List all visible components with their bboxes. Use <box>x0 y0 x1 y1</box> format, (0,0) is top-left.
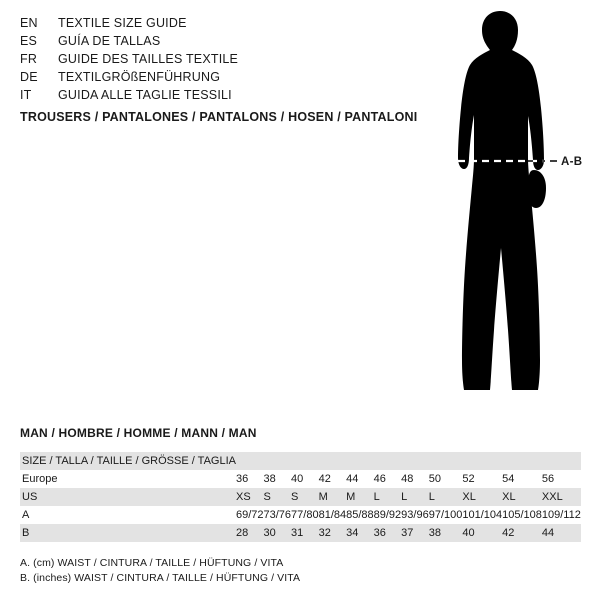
cell: M <box>318 491 328 503</box>
footnotes <box>20 556 300 586</box>
row-label: B <box>22 527 30 539</box>
cell: 42 <box>318 473 331 485</box>
cell: 69/72 <box>235 509 264 521</box>
language-row <box>20 32 380 50</box>
cell: S <box>291 491 299 503</box>
language-text: GUÍA DE TALLAS <box>58 34 161 48</box>
language-row <box>20 68 380 86</box>
cell: XS <box>235 491 251 503</box>
language-row <box>20 14 380 32</box>
table-row <box>20 470 581 488</box>
cell <box>542 452 581 470</box>
cell: 56 <box>541 473 555 485</box>
footnote-a: A. (cm) WAIST / CINTURA / TAILLE / HÜFTUNG / VITA <box>20 557 284 569</box>
cell: 36 <box>373 527 386 539</box>
cell: 101/104 <box>462 509 503 521</box>
trousers-figure <box>400 8 600 408</box>
row-label: Europe <box>22 473 58 485</box>
cell: 38 <box>263 473 276 485</box>
cell: 31 <box>291 527 304 539</box>
table-row <box>20 524 581 542</box>
cell: 54 <box>502 473 515 485</box>
cell <box>319 452 347 470</box>
cell: 93/96 <box>401 509 429 521</box>
row-label: US <box>22 491 38 503</box>
cell: 37 <box>401 527 414 539</box>
language-code: DE <box>20 70 38 84</box>
cell: 42 <box>502 527 515 539</box>
cell: 48 <box>401 473 414 485</box>
size-table <box>20 452 581 542</box>
cell <box>291 452 319 470</box>
language-code: IT <box>20 88 32 102</box>
cell: 50 <box>428 473 441 485</box>
cell <box>374 452 402 470</box>
row-label: A <box>22 509 30 521</box>
cell: L <box>428 491 435 503</box>
cell: 44 <box>346 473 359 485</box>
cell: XL <box>462 491 476 503</box>
cell: 89/92 <box>373 509 402 521</box>
cell: 85/88 <box>346 509 374 521</box>
cell <box>429 452 463 470</box>
measure-label-ab: A-B <box>561 156 583 168</box>
table-row <box>20 506 581 524</box>
footnote-b: B. (inches) WAIST / CINTURA / TAILLE / HÜFTUNG / VITA <box>20 572 301 584</box>
cell: 77/80 <box>291 509 319 521</box>
cell: M <box>346 491 356 503</box>
table-caption: MAN / HOMBRE / HOMME / MANN / MAN <box>20 426 257 440</box>
cell: 52 <box>462 473 475 485</box>
cell: 97/100 <box>428 509 463 521</box>
cell: 44 <box>541 527 555 539</box>
cell: 46 <box>373 473 386 485</box>
cell: L <box>401 491 408 503</box>
section-title: TROUSERS / PANTALONES / PANTALONS / HOSEN / PANTALONI <box>20 110 418 124</box>
language-list <box>20 14 380 104</box>
cell: 40 <box>291 473 304 485</box>
cell <box>346 452 374 470</box>
cell <box>236 452 264 470</box>
table-row <box>20 452 581 470</box>
language-code: EN <box>20 16 38 30</box>
cell: 105/108 <box>502 509 542 521</box>
man-silhouette-icon <box>400 8 600 408</box>
language-text: GUIDA ALLE TAGLIE TESSILI <box>58 88 232 102</box>
cell: L <box>373 491 380 503</box>
cell <box>502 452 542 470</box>
cell: 38 <box>428 527 441 539</box>
cell: 40 <box>462 527 475 539</box>
cell: 36 <box>235 473 249 485</box>
row-label: SIZE / TALLA / TAILLE / GRÖSSE / TAGLIA <box>22 455 236 467</box>
cell: 109/112 <box>541 509 581 521</box>
language-row <box>20 86 380 104</box>
cell: 73/76 <box>263 509 292 521</box>
cell: 32 <box>318 527 331 539</box>
language-text: GUIDE DES TAILLES TEXTILE <box>58 52 239 66</box>
language-code: FR <box>20 52 38 66</box>
language-text: TEXTILGRÖßENFÜHRUNG <box>58 70 221 84</box>
cell <box>264 452 292 470</box>
language-row <box>20 50 380 68</box>
cell <box>401 452 429 470</box>
cell: 28 <box>235 527 249 539</box>
cell: 34 <box>346 527 359 539</box>
cell: XL <box>502 491 516 503</box>
cell: XXL <box>541 491 563 503</box>
cell: 81/84 <box>318 509 347 521</box>
cell <box>462 452 502 470</box>
cell: 30 <box>263 527 276 539</box>
language-text: TEXTILE SIZE GUIDE <box>58 16 187 30</box>
language-code: ES <box>20 34 38 48</box>
table-row <box>20 488 581 506</box>
cell: S <box>263 491 271 503</box>
